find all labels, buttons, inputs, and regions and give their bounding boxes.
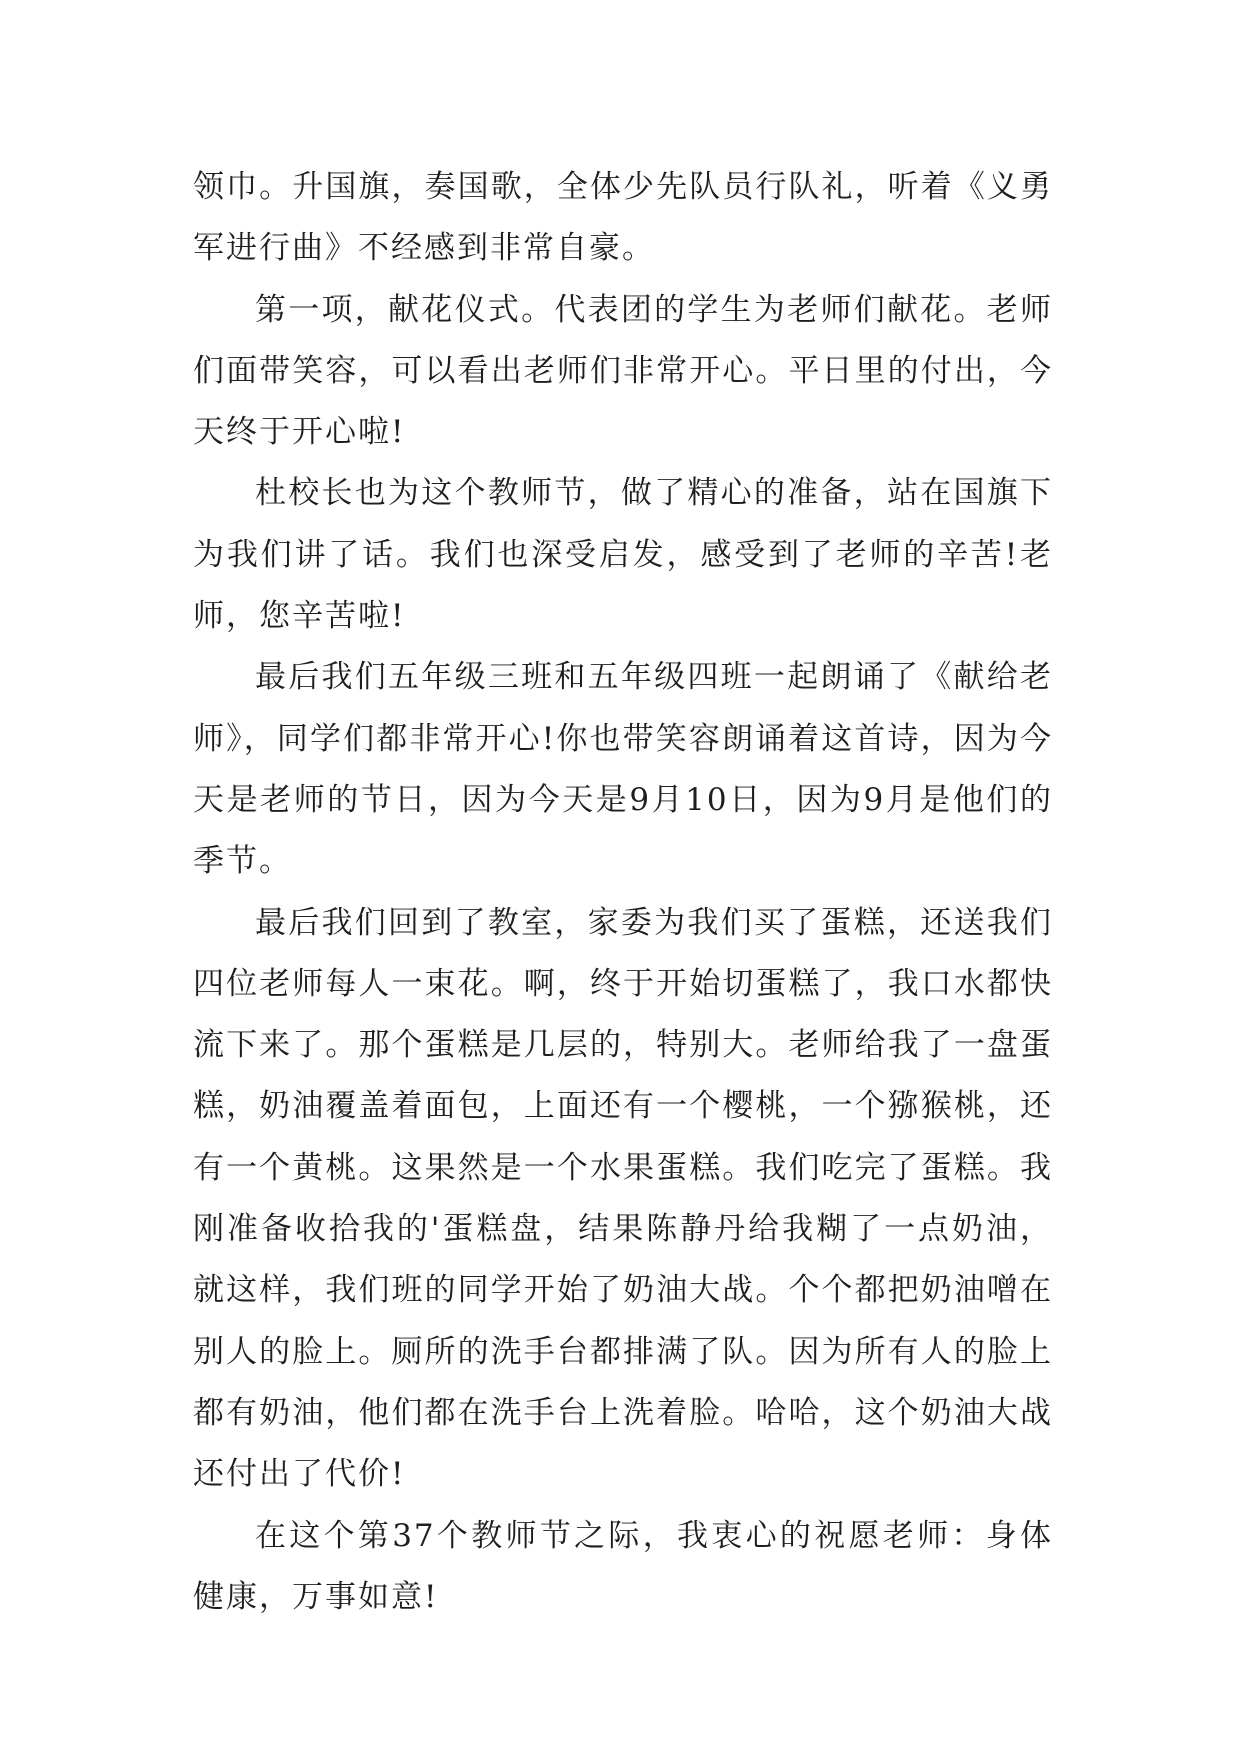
paragraph-continuation: 领巾。升国旗，奏国歌，全体少先队员行队礼，听着《义勇军进行曲》不经感到非常自豪。 xyxy=(193,169,1053,267)
body-text xyxy=(193,157,1053,1628)
paragraph-recitation: 最后我们五年级三班和五年级四班一起朗诵了《献给老师》，同学们都非常开心!你也带笑容朗诵着这首诗，因为今天是老师的节日，因为今天是9月10日，因为9月是他们的季节。 xyxy=(193,659,1053,880)
paragraph-cake-battle: 最后我们回到了教室，家委为我们买了蛋糕，还送我们四位老师每人一束花。啊，终于开始切蛋糕了，我口水都快流下来了。那个蛋糕是几层的，特别大。老师给我了一盘蛋糕，奶油覆盖着面包，上面还有一个樱桃，一个猕猴桃，还有一个黄桃。这果然是一个水果蛋糕。我们吃完了蛋糕。我刚准备收拾我的'蛋糕盘，结果陈静丹给我糊了一点奶油，就这样，我们班的同学开始了奶油大战。个个都把奶油噌在别人的脸上。厕所的洗手台都排满了队。因为所有人的脸上都有奶油，他们都在洗手台上洗着脸。哈哈，这个奶油大战还付出了代价! xyxy=(193,904,1053,1493)
paragraph-flower-ceremony: 第一项，献花仪式。代表团的学生为老师们献花。老师们面带笑容，可以看出老师们非常开心。平日里的付出，今天终于开心啦! xyxy=(193,291,1053,451)
paragraph-principal-speech: 杜校长也为这个教师节，做了精心的准备，站在国旗下为我们讲了话。我们也深受启发，感受到了老师的辛苦!老师，您辛苦啦! xyxy=(193,475,1053,635)
paragraph-wishes: 在这个第37个教师节之际，我衷心的祝愿老师：身体健康，万事如意! xyxy=(193,1517,1053,1615)
